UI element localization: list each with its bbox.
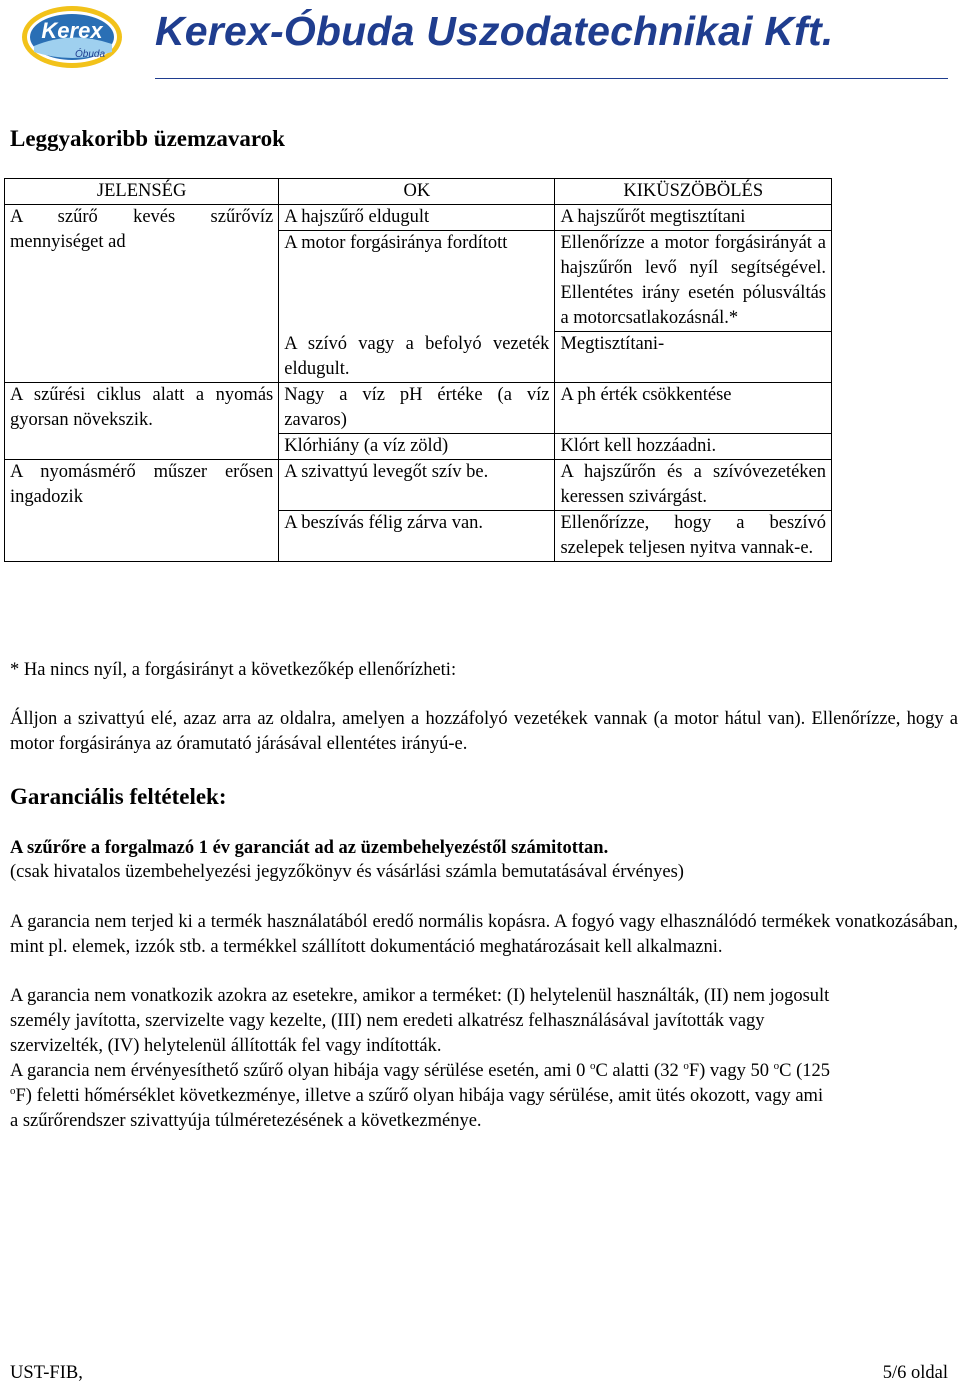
table-row — [5, 205, 832, 231]
svg-text:Óbuda: Óbuda — [74, 49, 106, 60]
fault-table — [4, 178, 832, 562]
warranty-paragraph: A garancia nem terjed ki a termék használatából eredő normális kopásra. A fogyó vagy elhasználódó termékek vonatkozásában, mint pl. elemek, izzók stb. a termékkel szállított dokumentáció meghatározásait kell alkalmazni. — [10, 912, 958, 957]
cause-cell: Nagy a víz pH értéke (a víz zavaros) — [279, 382, 555, 433]
section-title-warranty: Garanciális feltételek: — [10, 784, 227, 809]
section-title-faults: Leggyakoribb üzemzavarok — [10, 126, 285, 151]
fix-cell: Ellenőrízze a motor forgásirányát a hajszűrőn levő nyíl segítségével. Ellentétes irány esetén pólusváltás a motorcsatlakozásnál.* — [555, 231, 832, 332]
fix-cell: A hajszűrőn és a szívóvezetéken keressen szivárgást. — [555, 459, 832, 510]
cause-cell: A beszívás félig zárva van. — [279, 510, 555, 561]
kerex-logo — [20, 4, 124, 70]
symptom-cell: A szűrő kevés szűrővíz mennyiséget ad — [5, 205, 279, 383]
table-header-row — [5, 179, 832, 205]
svg-text:Kerex: Kerex — [41, 18, 103, 43]
cause-cell: A szívó vagy a befolyó vezeték eldugult. — [279, 332, 555, 383]
footer-doc-id: UST-FIB, — [10, 1363, 83, 1383]
fix-cell: A hajszűrőt megtisztítani — [555, 205, 832, 231]
warranty-paragraph: A garancia nem érvényesíthető szűrő olyan hibája vagy sérülése esetén, ami 0 $^o$C alatti (32 $^o$F) vagy 50 $^o$C (125 $^o$F) feletti hőmérséklet következménye, illetve a szűrő olyan hibája vagy sérülése, amit ütés okozott, vagy ami a szűrőrendszer szivattyúja túlméretezésének a következménye. — [10, 1059, 830, 1131]
cause-cell: Klórhiány (a víz zöld) — [279, 433, 555, 459]
table-row — [5, 459, 832, 510]
company-name: Kerex-Óbuda Uszodatechnikai Kft. — [155, 8, 834, 54]
symptom-cell: A nyomásmérő műszer erősen ingadozik — [5, 459, 279, 561]
footnote: * Ha nincs nyíl, a forgásirányt a következőkép ellenőrízheti: — [10, 660, 457, 680]
symptom-cell: A szűrési ciklus alatt a nyomás gyorsan növekszik. — [5, 382, 279, 459]
fix-cell: A ph érték csökkentése — [555, 382, 832, 433]
page-number: 5/6 oldal — [882, 1363, 948, 1383]
fix-cell: Megtisztítani- — [555, 332, 832, 383]
warranty-condition: (csak hivatalos üzembehelyezési jegyzőkönyv és vásárlási számla bemutatásával érvényes) — [10, 862, 684, 882]
cause-cell: A hajszűrő eldugult — [279, 205, 555, 231]
header-divider — [155, 78, 948, 79]
fix-cell: Ellenőrízze, hogy a beszívó szelepek teljesen nyitva vannak-e. — [555, 510, 832, 561]
warranty-statement: A szűrőre a forgalmazó 1 év garanciát ad az üzembehelyezéstől számitottan. — [10, 838, 609, 858]
instruction-paragraph: Álljon a szivattyú elé, azaz arra az oldalra, amelyen a hozzáfolyó vezetékek vannak (a motor hátul van). Ellenőrízze, hogy a motor forgásiránya az óramutató járásával ellentétes irányú-e. — [10, 709, 958, 754]
page-header — [0, 0, 960, 82]
fix-cell: Klórt kell hozzáadni. — [555, 433, 832, 459]
cause-cell: A motor forgásiránya fordított — [279, 231, 555, 332]
table-row — [5, 382, 832, 433]
column-header-fix: KIKÜSZÖBÖLÉS — [555, 179, 832, 205]
cause-cell: A szivattyú levegőt szív be. — [279, 459, 555, 510]
column-header-symptom: JELENSÉG — [5, 179, 279, 205]
warranty-paragraph: A garancia nem vonatkozik azokra az esetekre, amikor a terméket: (I) helytelenül használták, (II) nem jogosult személy javította, szervizelte vagy kezelte, (III) nem eredeti alkatrész felhasználásával javították vagy szervizelték, (IV) helytelenül állították fel vagy indították. — [10, 986, 830, 1056]
column-header-cause: OK — [279, 179, 555, 205]
